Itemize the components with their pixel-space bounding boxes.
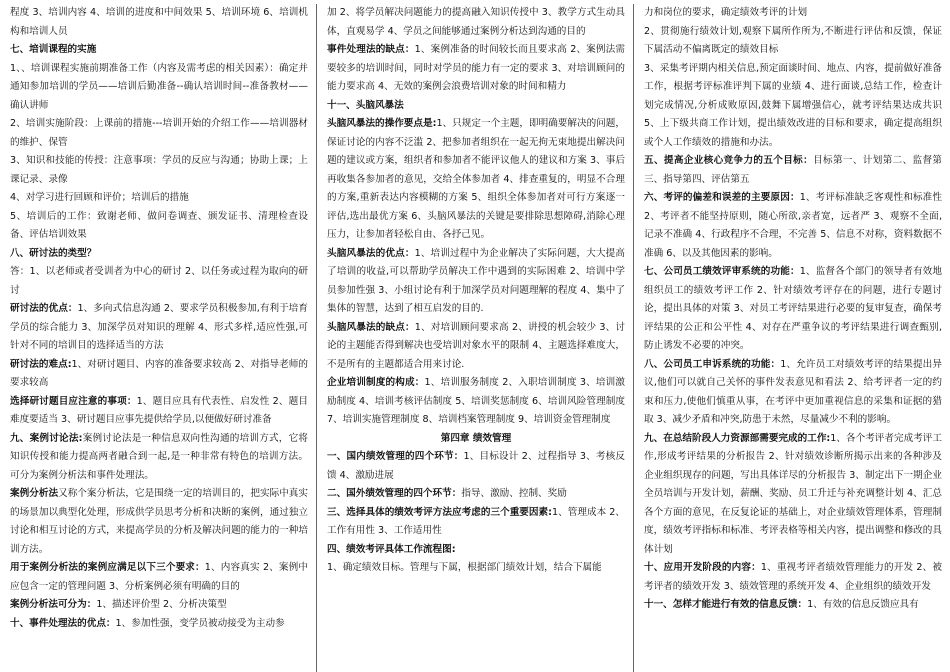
paragraph-text: 指导、激励、控制、奖励 (461, 488, 567, 499)
paragraph: 1、、培训课程实施前期准备工作（内容及需考虑的相关因素）：确定并通知参加培训的学员——培训后勤准备--确认培训时间--准备教材——确认讲师 (10, 62, 308, 111)
paragraph-label: 十、应用开发阶段的内容： (644, 562, 761, 573)
paragraph-text: 1、对培训顾问要求高 2、讲授的机会较少 3、讨论的主题能否得到解决也受培训对象水平的限制 4、主题选择难度大，不是所有的主题都适合用来讨论. (327, 321, 626, 370)
paragraph-label: 十、事件处理法的优点： (10, 617, 116, 629)
paragraph (327, 448, 625, 485)
paragraph (327, 115, 625, 245)
paragraph (644, 263, 942, 356)
paragraph (327, 541, 625, 560)
paragraph-text: 1、题目应具有代表性、启发性 2、题目难度要适当 3、研讨题目应事先提供给学员,以便做好研讨准备 (10, 395, 309, 425)
paragraph (327, 41, 625, 97)
paragraph: 2、培训实施阶段：上课前的措施---培训开始的介绍工作——培训器材的维护、保管 (10, 118, 308, 148)
chapter-title: 第四章 绩效管理 (440, 432, 512, 444)
paragraph-text: 1、培训服务制度 2、入职培训制度 3、培训激励制度 4、培训考核评估制度 5、培训奖惩制度 6、培训风险管理制度 7、培训实施管理制度 8、培训档案管理制度 9、培训资金管理制度 (327, 377, 626, 425)
paragraph-label: 研讨法的优点： (10, 303, 78, 314)
paragraph-text: 1、只规定一个主题，即明确要解决的问题，保证讨论的内容不泛滥 2、把参加者组织在一起无拘无束地提出解决问题的建议或方案，组织者和参加者不能评议他人的建议和方案 3、事后再收集各参加者的意见，交给全体参加者 4、排查重复的，明显不合理的方案,重新表达内容模糊的方案 5、组织全体参加者对可行方案逐一评估,选出最优方案 6、头脑风暴法的关键是要排除思想障碍,消除心理压力，让参加者轻松自由、各抒己见。 (327, 118, 626, 240)
paragraph (10, 356, 308, 393)
paragraph: 3、采集考评期内相关信息,预定面谈时间、地点、内容，提前做好准备工作，根据考评标准评判下属的业绩 4、进行面谈,总结工作，检查计划完成情况,分析成败原因,鼓舞下属增强信心，就考评结果达成共识 5、上下级共商工作计划，提出绩效改进的目标和要求，确定提高组织或个人工作绩效的措施和办法。 (644, 62, 942, 148)
paragraph: 1、确定绩效目标。管理与下属，根据部门绩效计划，结合下属能 (327, 562, 602, 573)
paragraph-text: 1、培训过程中为企业解决了实际问题，大大提高了培训的收益,可以帮助学员解决工作中遇到的实际困难 2、培训中学员参加性强 3、小组讨论有利于加深学员对问题理解的程度 4、集中了集体的智慧，达到了相互启发的目的. (327, 247, 626, 314)
paragraph-text: 1、对研讨题目、内容的准备要求较高 2、对指导老师的要求较高 (10, 358, 308, 388)
paragraph: 程度 3、培训内容 4、培训的进度和中间效果 5、培训环境 6、培训机构和培训人员 (10, 7, 308, 37)
paragraph-text: 1、管理成本 2、工作有用性 3、工作适用性 (327, 506, 625, 536)
paragraph-text: 1、案例准备的时间较长而且要求高 2、案例法需要较多的培训时间，同时对学员的能力有一定的要求 3、对培训顾问的能力要求高 4、无效的案例会浪费培训对象的时间和精力 (327, 44, 625, 92)
paragraph-text: 1、多向式信息沟通 2、要求学员积极参加,有利于培育学员的综合能力 3、加深学员对知识的理解 4、形式多样,适应性强,可针对不同的培训目的选择适当的方法 (10, 303, 309, 351)
paragraph-label: 研讨法的难点: (10, 358, 72, 370)
paragraph-label: 九、在总结阶段人力资源部需要完成的工作: (644, 432, 831, 444)
section-heading: 七、培训课程的实施 (10, 44, 97, 55)
paragraph-label: 十一、怎样才能进行有效的信息反馈： (644, 599, 808, 610)
paragraph: 5、培训后的工作：致谢老师、做问卷调查、颁发证书、清理检查设备、评估培训效果 (10, 210, 308, 240)
paragraph (644, 559, 942, 596)
paragraph-label: 三、选择具体的绩效考评方法应考虑的三个重要因素: (327, 506, 552, 518)
paragraph-text: 1、目标设计 2、过程指导 3、考核反馈 4、激励进展 (327, 451, 625, 481)
paragraph-label: 案例分析法 (10, 488, 59, 499)
paragraph-label: 案例分析法可分为： (10, 599, 97, 610)
paragraph (327, 319, 625, 375)
paragraph-label: 事件处理法的缺点： (327, 44, 415, 55)
paragraph-text: 1、描述评价型 2、分析决策型 (96, 599, 227, 610)
paragraph: 加 2、将学员解决问题能力的提高融入知识传授中 3、教学方式生动具体，直观易学 4、学员之间能够通过案例分析达到沟通的目的 (327, 7, 625, 37)
paragraph-label: 头脑风暴法的优点： (327, 247, 415, 259)
paragraph (327, 504, 625, 541)
paragraph-text: 又称个案分析法，它是围绕一定的培训目的，把实际中真实的场景加以典型化处理，形成供学员思考分析和决断的案例，通过独立讨论和相互讨论的方式，来提高学员的分析及解决问题的能力的一种培训方法。 (10, 488, 309, 555)
paragraph (644, 430, 942, 560)
paragraph-text: 1、各个考评者完成考评工作,形成考评结果的分析报告 2、针对绩效诊断所揭示出来的各种涉及企业组织现存的问题，写出具体详尽的分析报告 3、制定出下一期企业全员培训与开发计划，薪酬、奖励、员工升迁与补充调整计划 4、汇总各个方面的意见，在反复论证的基础上，对企业绩效管理体系，管理制度，绩效考评指标和标准、考评表格等相关内容，提出调整和修改的具体计划 (644, 432, 942, 555)
paragraph-label: 头脑风暴法的缺点： (327, 321, 415, 333)
paragraph-text: 1、允许员工对绩效考评的结果提出异议,他们可以就自己关怀的事件发表意见和看法 2、给考评者一定的约束和压力,使他们慎重从事，在考评中更加重视信息的采集和证据的猎取 3、减少矛盾和冲突,防患于未然，尽量减少不利的影响。 (644, 358, 942, 425)
column-2 (327, 4, 634, 672)
paragraph (10, 596, 308, 615)
paragraph-label: 六、考评的偏差和误差的主要原因： (644, 192, 800, 203)
paragraph (327, 245, 625, 319)
paragraph (644, 189, 942, 263)
section-heading: 十一、头脑风暴法 (327, 99, 404, 111)
paragraph-label: 四、绩效考评具体工作流程图: (327, 543, 456, 555)
paragraph-label: 用于案例分析法的案例应满足以下三个要求： (10, 562, 205, 573)
paragraph-label: 八、公司员工申诉系统的功能： (644, 358, 781, 370)
paragraph-text: 1、有效的信息反馈应具有 (807, 599, 919, 610)
paragraph: 3、知识和技能的传授：注意事项：学员的反应与沟通；协助上课；上课记录、录像 (10, 155, 308, 185)
paragraph-label: 企业培训制度的构成： (327, 377, 425, 388)
paragraph (644, 596, 942, 615)
paragraph-text: 案例讨论法是一种信息双向性沟通的培训方式，它将知识传授和能力提高两者融合到一起,是一种非常有特色的培训方法。可分为案例分析法和事件处理法。 (10, 432, 309, 481)
paragraph: 力和岗位的要求，确定绩效考评的计划 (644, 7, 808, 18)
paragraph (10, 393, 308, 430)
paragraph (327, 374, 625, 430)
paragraph-label: 九、案例讨论法: (10, 432, 83, 444)
paragraph-label: 二、国外绩效管理的四个环节： (327, 488, 462, 499)
paragraph-label: 一、国内绩效管理的四个环节： (327, 451, 464, 462)
paragraph (10, 559, 308, 596)
paragraph (644, 356, 942, 430)
column-3 (644, 4, 942, 672)
paragraph (10, 615, 308, 634)
paragraph (10, 300, 308, 356)
paragraph (644, 152, 942, 189)
paragraph-label: 头脑风暴法的操作要点是: (327, 118, 437, 129)
paragraph (10, 485, 308, 559)
paragraph-text: 1、考评标准缺乏客观性和标准性 2、考评者不能坚持原则，随心所欲,亲者宽，远者严 3、观察不全面,记录不准确 4、行政程序不合理，不完善 5、信息不对称，资料数据不准确 6、以及其他因素的影响。 (644, 192, 942, 259)
paragraph-text: 目标第一、计划第二、监督第三、指导第四、评估第五 (644, 155, 942, 185)
paragraph (10, 430, 308, 486)
paragraph: 4、对学习进行回顾和评价；培训后的措施 (10, 192, 189, 203)
paragraph-text: 1、重视考评者绩效管理能力的开发 2、被考评者的绩效开发 3、绩效管理的系统开发 4、企业组织的绩效开发 (644, 562, 942, 592)
paragraph-label: 选择研讨题目应注意的事项： (10, 395, 137, 407)
paragraph-text: 1、监督各个部门的领导者有效地组织员工的绩效考评工作 2、针对绩效考评存在的问题，进行专题讨论，提出具体的对策 3、对员工考评结果进行必要的复审复查，确保考评结果的公正和公平性 4、对存在严重争议的考评结果进行调查甄别,防止诱发不必要的冲突。 (644, 266, 942, 351)
column-1 (10, 4, 317, 672)
paragraph-text: 1、内容真实 2、案例中应包含一定的管理问题 3、分析案例必须有明确的目的 (10, 562, 309, 592)
paragraph-text: 1、参加性强，变学员被动接受为主动参 (115, 617, 285, 629)
paragraph: 2、贯彻施行绩效计划,观察下属所作所为,不断进行评估和反馈，保证下属活动不偏离既定的绩效目标 (644, 25, 942, 55)
paragraph (327, 485, 625, 504)
paragraph-label: 七、公司员工绩效评审系统的功能： (644, 266, 800, 277)
paragraph-label: 五、提高企业核心竞争力的五个目标： (644, 155, 814, 166)
paragraph: 答：1、以老师或者受训者为中心的研讨 2、以任务或过程为取向的研讨 (10, 266, 308, 296)
section-heading: 八、研讨法的类型？ (10, 247, 97, 259)
